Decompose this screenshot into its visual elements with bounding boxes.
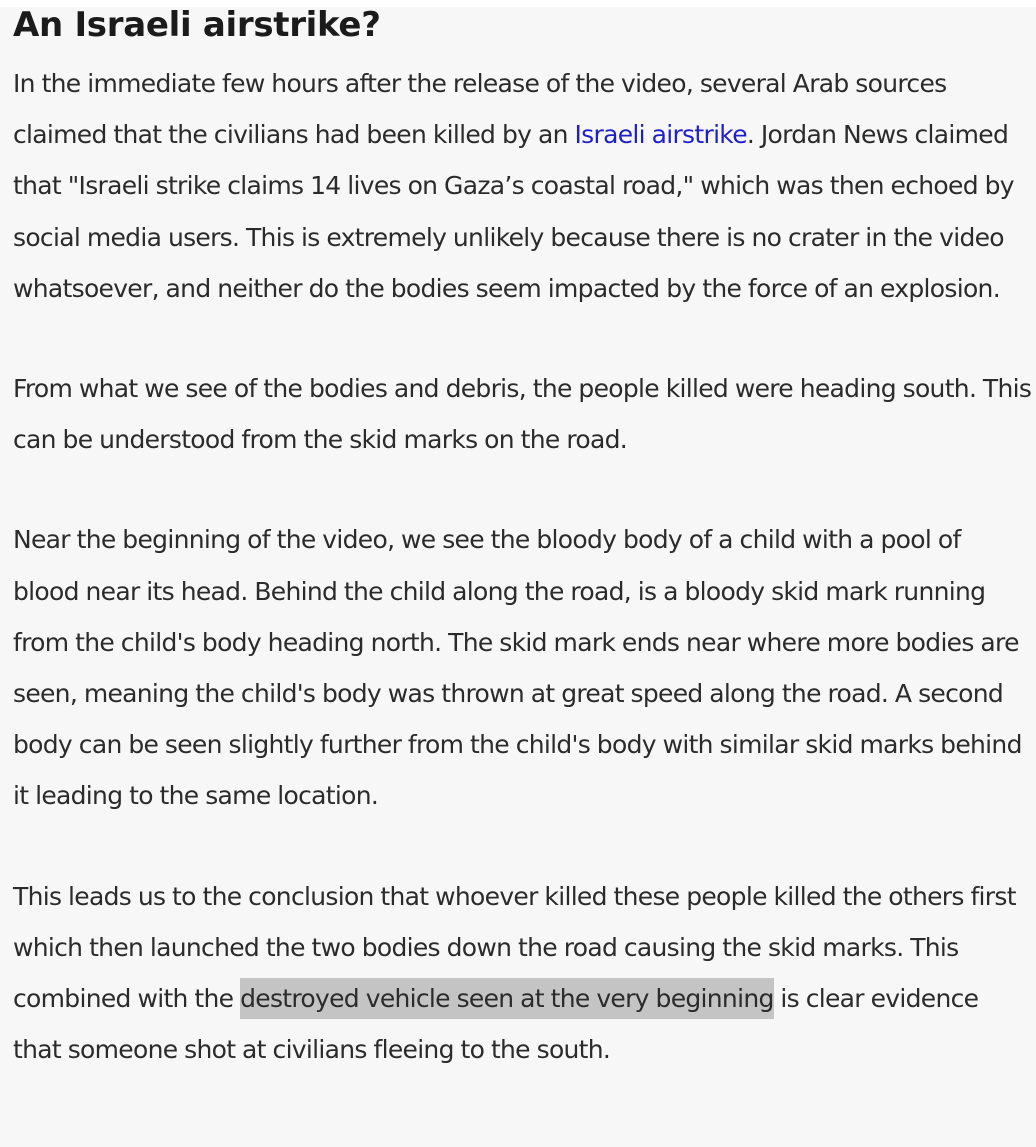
article-section: [13, 7, 1033, 1075]
section-heading: An Israeli airstrike?: [13, 5, 381, 45]
paragraph-heading-south: [13, 363, 1033, 465]
paragraph-spacer: [13, 314, 1033, 363]
paragraph-text: From what we see of the bodies and debris, the people killed were heading south. This can be understood from the skid marks on the road.: [13, 374, 1032, 455]
paragraph-text-after-highlight: is clear evidence that someone shot at civilians fleeing to the south.: [13, 984, 979, 1065]
paragraph-conclusion: [13, 871, 1033, 1076]
paragraph-text-before-link: In the immediate few hours after the release of the video, several Arab sources claimed that the civilians had been killed by an: [13, 69, 947, 150]
paragraph-airstrike-claims: [13, 58, 1033, 314]
paragraph-spacer: [13, 465, 1033, 514]
israeli-airstrike-link[interactable]: Israeli airstrike: [574, 120, 747, 150]
paragraph-spacer: [13, 822, 1033, 871]
paragraph-text: Near the beginning of the video, we see the bloody body of a child with a pool of blood near its head. Behind the child along the road, is a bloody skid mark running from the child's body heading north. The skid mark ends near where more bodies are seen, meaning the child's body was thrown at great speed along the road. A second body can be seen slightly further from the child's body with similar skid marks behind it leading to the same location.: [13, 525, 1022, 811]
paragraph-text-before-highlight: This leads us to the conclusion that whoever killed these people killed the others first which then launched the two bodies down the road causing the skid marks. This combined with the: [13, 881, 1016, 1014]
page-background: [0, 7, 1036, 1147]
paragraph-skid-marks: [13, 514, 1033, 821]
highlighted-selection[interactable]: destroyed vehicle seen at the very beginning: [240, 978, 774, 1019]
paragraph-text-after-link: . Jordan News claimed that "Israeli strike claims 14 lives on Gaza’s coastal road," which was then echoed by social media users. This is extremely unlikely because there is no crater in the video whatsoever, and neither do the bodies seem impacted by the force of an explosion.: [13, 120, 1014, 303]
